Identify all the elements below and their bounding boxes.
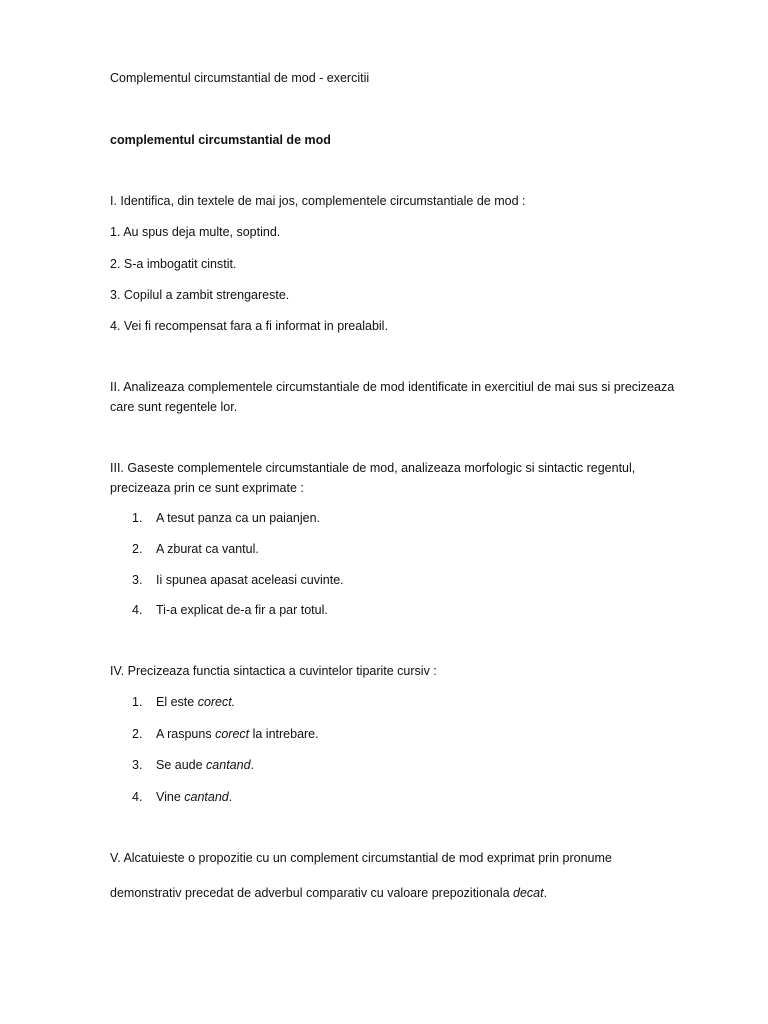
- list-number: 4.: [132, 790, 143, 804]
- exercise-5-line-2: [110, 883, 710, 903]
- list-item: [110, 755, 710, 775]
- section-heading: complementul circumstantial de mod: [110, 133, 331, 147]
- document-title: Complementul circumstantial de mod - exercitii: [110, 71, 370, 85]
- italic-word: decat: [513, 886, 544, 900]
- list-text: A zburat ca vantul.: [156, 542, 259, 556]
- plain-text: .: [543, 886, 548, 900]
- list-number: 3.: [132, 573, 143, 587]
- exercise-1-item-2: 2. S-a imbogatit cinstit.: [110, 257, 237, 271]
- italic-word: corect.: [197, 695, 236, 709]
- list-text: [156, 787, 232, 807]
- plain-text: demonstrativ precedat de adverbul comparativ cu valoare prepozitionala: [110, 886, 514, 900]
- list-text: [156, 755, 254, 775]
- exercise-1-item-1: 1. Au spus deja multe, soptind.: [110, 225, 281, 239]
- list-item: [110, 508, 710, 528]
- plain-text: la intrebare.: [249, 727, 319, 741]
- plain-text: .: [250, 758, 255, 772]
- exercise-2-line-2: care sunt regentele lor.: [110, 400, 238, 414]
- plain-text: A raspuns: [156, 727, 216, 741]
- exercise-4-prompt: IV. Precizeaza functia sintactica a cuvintelor tiparite cursiv :: [110, 664, 437, 678]
- list-number: 1.: [132, 511, 143, 525]
- list-text: Ti-a explicat de-a fir a par totul.: [156, 603, 328, 617]
- list-item: [110, 600, 710, 620]
- plain-text: .: [228, 790, 233, 804]
- list-text: [156, 692, 235, 712]
- italic-word: cantand: [184, 790, 229, 804]
- plain-text: Se aude: [156, 758, 207, 772]
- list-number: 1.: [132, 695, 143, 709]
- list-number: 3.: [132, 758, 143, 772]
- exercise-3-line-2: precizeaza prin ce sunt exprimate :: [110, 481, 304, 495]
- exercise-3-line-1: III. Gaseste complementele circumstantiale de mod, analizeaza morfologic si sintactic regentul,: [110, 461, 636, 475]
- plain-text: El este: [156, 695, 198, 709]
- list-item: [110, 787, 710, 807]
- list-number: 2.: [132, 542, 143, 556]
- list-text: [156, 724, 319, 744]
- exercise-1-item-4: 4. Vei fi recompensat fara a fi informat in prealabil.: [110, 319, 388, 333]
- list-text: Ii spunea apasat aceleasi cuvinte.: [156, 573, 344, 587]
- list-number: 4.: [132, 603, 143, 617]
- list-item: [110, 692, 710, 712]
- list-text: A tesut panza ca un paianjen.: [156, 511, 321, 525]
- exercise-1-item-3: 3. Copilul a zambit strengareste.: [110, 288, 290, 302]
- italic-word: cantand: [206, 758, 251, 772]
- plain-text: Vine: [156, 790, 185, 804]
- list-number: 2.: [132, 727, 143, 741]
- exercise-2-line-1: II. Analizeaza complementele circumstantiale de mod identificate in exercitiul de mai sus si precizeaza: [110, 380, 675, 394]
- italic-word: corect: [215, 727, 250, 741]
- exercise-5-line-1: V. Alcatuieste o propozitie cu un complement circumstantial de mod exprimat prin pronume: [110, 851, 612, 865]
- exercise-1-prompt: I. Identifica, din textele de mai jos, complementele circumstantiale de mod :: [110, 194, 526, 208]
- list-item: [110, 724, 710, 744]
- list-item: [110, 570, 710, 590]
- list-item: [110, 539, 710, 559]
